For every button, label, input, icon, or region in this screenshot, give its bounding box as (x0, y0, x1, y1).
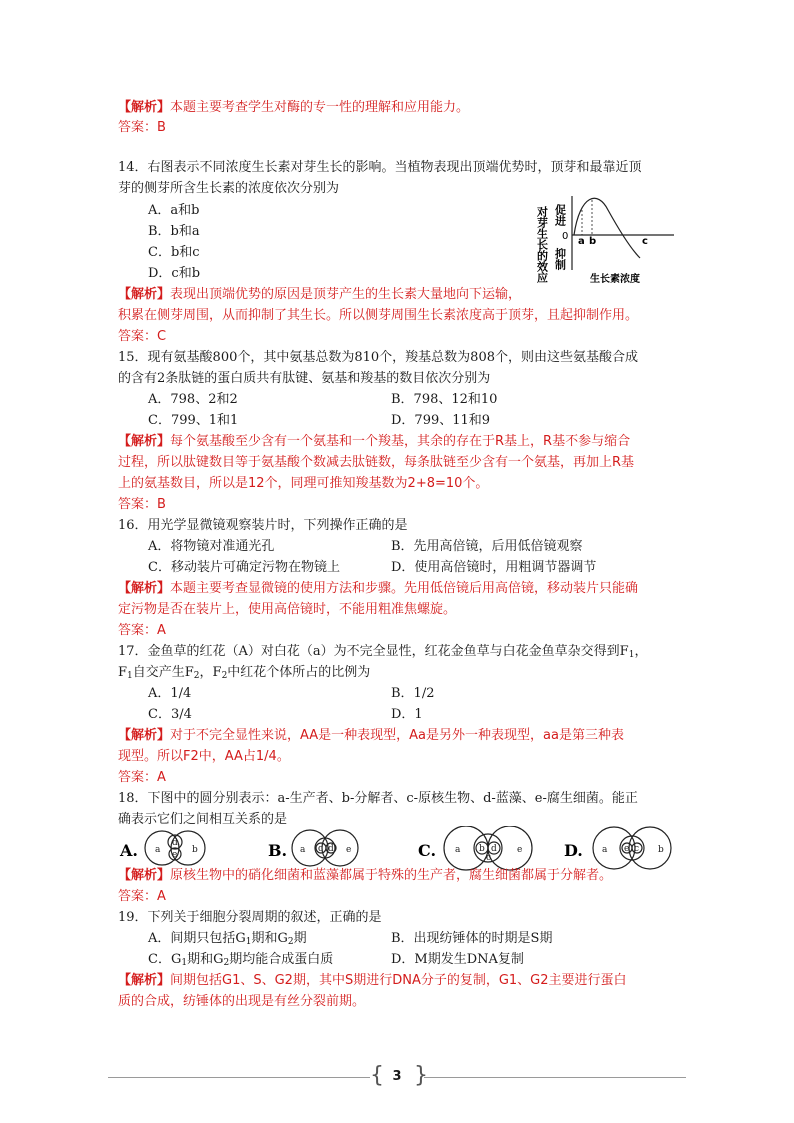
analysis-18 (118, 866, 612, 886)
venn-b-letter-d: d (328, 844, 334, 854)
q17-option-a: A．1/4 (148, 686, 192, 701)
analysis-14-line2: 积累在侧芽周围，从而抑制了其生长。所以侧芽周围生长素浓度高于顶芽，且起抑制作用。 (118, 308, 639, 323)
answer-14: 答案：C (118, 329, 167, 344)
venn-b-letter-a: a (300, 845, 306, 855)
analysis-15-line1 (118, 432, 630, 452)
venn-c-letter-e: e (517, 845, 523, 855)
chart-inhibit-label: 抑制 (553, 248, 567, 270)
chart-point-b: b (589, 236, 597, 247)
venn-a-letter-b: b (192, 845, 198, 855)
analysis-16-line2: 定污物是否在装片上，使用高倍镜时，不能用粗准焦螺旋。 (118, 602, 457, 617)
answer-18: 答案：A (118, 889, 166, 904)
answer-13: 答案：B (118, 120, 166, 135)
chart-point-a: a (578, 236, 585, 247)
analysis-text: 对于不完全显性来说，AA是一种表现型，Aa是另外一种表现型，aa是第三种表 (170, 728, 624, 743)
analysis-16-line1 (118, 579, 638, 599)
question-17-line1 (118, 642, 647, 665)
venn-d-letter-e: e (624, 844, 630, 854)
subscript: 1 (628, 650, 635, 660)
analysis-text: 间期包括G1、S、G2期，其中S期进行DNA分子的复制，G1、G2主要进行蛋白 (170, 973, 627, 988)
venn-a-letter-a: a (155, 845, 161, 855)
subscript: 2 (287, 937, 294, 947)
venn-c-letter-c: c (486, 853, 492, 863)
q15-option-c: C．799、1和1 (148, 413, 239, 428)
q19-option-c (148, 950, 333, 973)
analysis-15-line2: 过程，所以肽键数目等于氨基酸个数减去肽链数，每条肽链至少含有一个氨基，再加上R基 (118, 455, 635, 470)
analysis-tag: 【解析】 (118, 868, 171, 883)
analysis-tag: 【解析】 (118, 728, 171, 743)
analysis-17-line1 (118, 726, 624, 746)
q19-option-a (148, 929, 307, 952)
question-text: 自交产生F (132, 665, 194, 680)
analysis-tag: 【解析】 (118, 434, 171, 449)
question-18-line1: 18．下图中的圆分别表示：a-生产者、b-分解者、c-原核生物、d-蓝藻、e-腐生细菌。能正 (118, 791, 638, 806)
footer-brace-right: } (414, 1063, 428, 1088)
chart-curve (574, 198, 640, 258)
footer-rule-left (108, 1077, 370, 1078)
subscript: 2 (193, 671, 200, 681)
subscript: 2 (221, 671, 228, 681)
subscript: 1 (181, 958, 188, 968)
q15-option-a: A．798、2和2 (148, 392, 238, 407)
chart-xlabel: 生长素浓度 (590, 274, 640, 285)
venn-a-letter-e: e (172, 850, 178, 860)
analysis-15-line3: 上的氨基数目，所以是12个，同理可推知羧基数为2+8=10个。 (118, 476, 489, 491)
question-17-line2 (118, 663, 370, 686)
q19-option-d: D．M期发生DNA复制 (391, 952, 524, 967)
auxin-response-chart (534, 196, 684, 286)
q15-option-d: D．799、11和9 (391, 413, 491, 428)
option-text: 期 (293, 931, 307, 946)
question-15-line2: 的含有2条肽链的蛋白质共有肽键、氨基和羧基的数目依次分别为 (118, 371, 491, 386)
option-text: 期均能合成蛋白质 (229, 952, 334, 967)
q17-option-b: B．1/2 (391, 686, 435, 701)
venn-b-letter-c: c (318, 844, 324, 854)
analysis-tag: 【解析】 (118, 581, 171, 596)
venn-d-letter-c: c (634, 844, 640, 854)
analysis-text: 本题主要考查学生对酶的专一性的理解和应用能力。 (170, 100, 470, 115)
option-text: C．G (148, 952, 182, 967)
q16-option-d: D．使用高倍镜时，用粗调节器调节 (391, 560, 597, 575)
venn-label-c: C. (418, 841, 437, 860)
option-text: 期和G (187, 952, 224, 967)
option-text: A．间期只包括G (148, 931, 246, 946)
analysis-text: 原核生物中的硝化细菌和蓝藻都属于特殊的生产者，腐生细菌都属于分解者。 (170, 868, 613, 883)
question-16-line1: 16．用光学显微镜观察装片时，下列操作正确的是 (118, 518, 408, 533)
analysis-tag: 【解析】 (118, 100, 171, 115)
question-text: F (118, 665, 128, 680)
venn-c-letter-a: a (455, 845, 461, 855)
q14-option-c: C．b和c (148, 245, 200, 260)
venn-d-letter-b: b (658, 845, 664, 855)
analysis-tag: 【解析】 (118, 287, 171, 302)
option-text: 期和G (251, 931, 288, 946)
analysis-13 (118, 98, 469, 118)
footer-brace-left: { (370, 1063, 384, 1088)
q19-option-b: B．出现纺锤体的时期是S期 (391, 931, 553, 946)
analysis-text: 本题主要考查显微镜的使用方法和步骤。先用低倍镜后用高倍镜，移动装片只能确 (170, 581, 639, 596)
chart-zero-label: 0 (562, 231, 569, 242)
question-14-line2: 芽的侧芽所含生长素的浓度依次分别为 (118, 181, 340, 196)
q16-option-a: A．将物镜对准通光孔 (148, 539, 275, 554)
venn-label-d: D. (564, 841, 583, 860)
q16-option-b: B．先用高倍镜，后用低倍镜观察 (391, 539, 583, 554)
question-text: 中红花个体所占的比例为 (227, 665, 371, 680)
venn-label-b: B. (268, 841, 288, 860)
q14-option-d: D．c和b (148, 266, 201, 281)
venn-label-a: A. (120, 841, 138, 860)
venn-a-letter-d: d (172, 838, 178, 848)
question-19-line1: 19．下列关于细胞分裂周期的叙述，正确的是 (118, 910, 382, 925)
answer-17: 答案：A (118, 770, 166, 785)
chart-ylabel: 对芽生长的效应 (535, 206, 549, 283)
analysis-17-line2: 现型。所以F2中，AA占1/4。 (118, 749, 290, 764)
question-14-line1: 14．右图表示不同浓度生长素对芽生长的影响。当植物表现出顶端优势时，顶芽和最靠近顶 (118, 160, 642, 175)
question-15-line1: 15．现有氨基酸800个，其中氨基总数为810个，羧基总数为808个，则由这些氨基酸合成 (118, 350, 638, 365)
venn-d-letter-a: a (602, 845, 608, 855)
question-text: ， (634, 644, 648, 659)
analysis-14-line1 (118, 285, 521, 305)
analysis-text: 表现出顶端优势的原因是顶芽产生的生长素大量地向下运输， (170, 287, 522, 302)
question-text: 17．金鱼草的红花（A）对白花（a）为不完全显性，红花金鱼草与白花金鱼草杂交得到F (118, 644, 629, 659)
q15-option-b: B．798、12和10 (391, 392, 498, 407)
q14-option-b: B．b和a (148, 224, 200, 239)
venn-b-letter-e: e (346, 845, 352, 855)
subscript: 1 (127, 671, 133, 681)
q17-option-c: C．3/4 (148, 707, 192, 722)
chart-promote-label: 促进 (553, 204, 567, 226)
question-18-line2: 确表示它们之间相互关系的是 (118, 812, 288, 827)
analysis-19-line2: 质的合成，纺锤体的出现是有丝分裂前期。 (118, 994, 366, 1009)
q17-option-d: D．1 (391, 707, 423, 722)
venn-c-letter-d: d (491, 844, 497, 854)
page-number: 3 (392, 1069, 402, 1084)
answer-15: 答案：B (118, 497, 166, 512)
subscript: 2 (223, 958, 230, 968)
chart-point-c: c (642, 236, 648, 247)
analysis-tag: 【解析】 (118, 973, 171, 988)
question-text: ，F (199, 665, 222, 680)
footer-rule-right (424, 1077, 686, 1078)
answer-16: 答案：A (118, 623, 166, 638)
q14-option-a: A．a和b (148, 203, 200, 218)
subscript: 1 (245, 937, 252, 947)
q16-option-c: C．移动装片可确定污物在物镜上 (148, 560, 340, 575)
analysis-19-line1 (118, 971, 627, 991)
analysis-text: 每个氨基酸至少含有一个氨基和一个羧基，其余的存在于R基上，R基不参与缩合 (170, 434, 631, 449)
venn-c-letter-b: b (479, 844, 485, 854)
